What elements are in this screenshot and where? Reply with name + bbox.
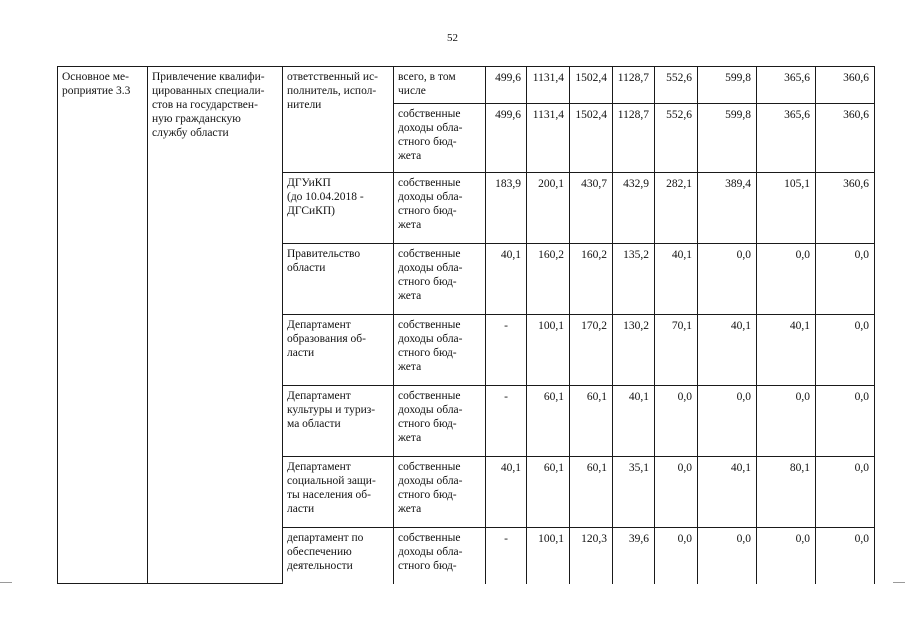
value-cell-text: 0,0 bbox=[854, 320, 869, 332]
value-cell bbox=[655, 386, 698, 457]
value-cell bbox=[527, 457, 570, 528]
executor-cell-text: Департамент образования об- ласти bbox=[287, 319, 366, 360]
value-cell bbox=[757, 104, 816, 173]
table-row bbox=[58, 67, 875, 104]
value-cell bbox=[527, 173, 570, 244]
value-cell bbox=[698, 386, 757, 457]
value-cell bbox=[655, 315, 698, 386]
value-cell bbox=[757, 386, 816, 457]
page-number: 52 bbox=[447, 32, 458, 44]
executor-cell-text: Департамент культуры и туриз- ма области bbox=[287, 390, 376, 431]
value-cell-text: 552,6 bbox=[666, 72, 692, 84]
value-cell-text: - bbox=[504, 320, 508, 332]
measure-title-cell-text: Привлечение квалифи- цированных специали- стов на государствен- ную гражданскую службу области bbox=[152, 71, 265, 140]
value-cell bbox=[816, 315, 875, 386]
value-cell bbox=[698, 528, 757, 584]
value-cell-text: 60,1 bbox=[543, 391, 564, 403]
executor-cell bbox=[283, 173, 394, 244]
value-cell-text: - bbox=[504, 391, 508, 403]
value-cell bbox=[570, 244, 613, 315]
executor-cell bbox=[283, 528, 394, 584]
value-cell-text: 170,2 bbox=[581, 320, 607, 332]
value-cell bbox=[816, 173, 875, 244]
value-cell-text: 1502,4 bbox=[575, 109, 607, 121]
value-cell-text: 389,4 bbox=[725, 178, 751, 190]
funding-source-cell bbox=[394, 173, 486, 244]
value-cell-text: 0,0 bbox=[795, 249, 810, 261]
value-cell bbox=[698, 104, 757, 173]
value-cell-text: 552,6 bbox=[666, 109, 692, 121]
value-cell bbox=[527, 528, 570, 584]
value-cell bbox=[655, 173, 698, 244]
value-cell bbox=[613, 104, 655, 173]
funding-source-cell-text: собственные доходы обла- стного бюд- bbox=[398, 532, 463, 573]
value-cell-text: 365,6 bbox=[784, 109, 810, 121]
value-cell bbox=[527, 67, 570, 104]
value-cell-text: 0,0 bbox=[854, 391, 869, 403]
value-cell bbox=[570, 528, 613, 584]
value-cell-text: 60,1 bbox=[586, 391, 607, 403]
funding-source-cell bbox=[394, 104, 486, 173]
value-cell bbox=[698, 173, 757, 244]
funding-source-cell-text: собственные доходы обла- стного бюд- жета bbox=[398, 248, 463, 303]
value-cell bbox=[570, 104, 613, 173]
executor-cell-text: Правительство области bbox=[287, 248, 361, 275]
funding-source-cell bbox=[394, 315, 486, 386]
value-cell bbox=[698, 244, 757, 315]
value-cell bbox=[527, 315, 570, 386]
value-cell bbox=[486, 244, 527, 315]
value-cell bbox=[527, 386, 570, 457]
value-cell-text: 499,6 bbox=[495, 72, 521, 84]
funding-source-cell bbox=[394, 457, 486, 528]
value-cell-text: 40,1 bbox=[789, 320, 810, 332]
value-cell bbox=[613, 386, 655, 457]
measure-title-cell bbox=[148, 67, 283, 584]
funding-source-cell-text: собственные доходы обла- стного бюд- жета bbox=[398, 319, 463, 374]
value-cell bbox=[613, 244, 655, 315]
value-cell-text: 0,0 bbox=[677, 391, 692, 403]
executor-cell bbox=[283, 244, 394, 315]
value-cell-text: 0,0 bbox=[795, 391, 810, 403]
value-cell bbox=[816, 528, 875, 584]
value-cell-text: 135,2 bbox=[623, 249, 649, 261]
value-cell bbox=[486, 67, 527, 104]
value-cell bbox=[613, 315, 655, 386]
value-cell-text: 183,9 bbox=[495, 178, 521, 190]
value-cell-text: 60,1 bbox=[543, 462, 564, 474]
value-cell-text: 1502,4 bbox=[575, 72, 607, 84]
value-cell bbox=[655, 528, 698, 584]
executor-cell-text: ответственный ис- полнитель, испол- нители bbox=[287, 71, 379, 112]
left-edge-mark bbox=[0, 582, 12, 583]
value-cell bbox=[570, 386, 613, 457]
value-cell-text: 0,0 bbox=[736, 533, 751, 545]
value-cell bbox=[613, 67, 655, 104]
value-cell bbox=[698, 315, 757, 386]
value-cell-text: 0,0 bbox=[854, 462, 869, 474]
value-cell bbox=[570, 173, 613, 244]
value-cell bbox=[757, 315, 816, 386]
funding-source-cell-text: собственные доходы обла- стного бюд- жета bbox=[398, 461, 463, 516]
value-cell bbox=[570, 457, 613, 528]
value-cell bbox=[757, 528, 816, 584]
value-cell-text: 360,6 bbox=[843, 178, 869, 190]
funding-source-cell-text: собственные доходы обла- стного бюд- жета bbox=[398, 108, 463, 163]
value-cell-text: 80,1 bbox=[789, 462, 810, 474]
value-cell-text: 0,0 bbox=[677, 533, 692, 545]
value-cell-text: 200,1 bbox=[538, 178, 564, 190]
value-cell-text: 100,1 bbox=[538, 533, 564, 545]
value-cell bbox=[655, 67, 698, 104]
value-cell-text: 499,6 bbox=[495, 109, 521, 121]
value-cell-text: 0,0 bbox=[854, 249, 869, 261]
value-cell-text: 432,9 bbox=[623, 178, 649, 190]
funding-source-cell-text: собственные доходы обла- стного бюд- жета bbox=[398, 177, 463, 232]
value-cell bbox=[527, 104, 570, 173]
value-cell-text: 40,1 bbox=[500, 462, 521, 474]
value-cell bbox=[757, 457, 816, 528]
value-cell-text: 160,2 bbox=[538, 249, 564, 261]
executor-cell-text: департамент по обеспечению деятельности bbox=[287, 532, 364, 573]
value-cell-text: 100,1 bbox=[538, 320, 564, 332]
value-cell-text: 1128,7 bbox=[617, 72, 649, 84]
value-cell bbox=[816, 67, 875, 104]
value-cell bbox=[486, 386, 527, 457]
value-cell-text: - bbox=[504, 533, 508, 545]
value-cell bbox=[757, 67, 816, 104]
funding-source-cell bbox=[394, 244, 486, 315]
value-cell-text: 0,0 bbox=[736, 249, 751, 261]
value-cell bbox=[655, 104, 698, 173]
budget-table bbox=[57, 66, 875, 584]
value-cell-text: 360,6 bbox=[843, 72, 869, 84]
value-cell-text: 0,0 bbox=[736, 391, 751, 403]
value-cell-text: 365,6 bbox=[784, 72, 810, 84]
value-cell-text: 0,0 bbox=[795, 533, 810, 545]
executor-cell bbox=[283, 457, 394, 528]
measure-code-cell-text: Основное ме- роприятие 3.3 bbox=[62, 71, 131, 98]
value-cell-text: 39,6 bbox=[628, 533, 649, 545]
value-cell-text: 40,1 bbox=[671, 249, 692, 261]
value-cell bbox=[655, 457, 698, 528]
value-cell bbox=[613, 528, 655, 584]
value-cell bbox=[698, 67, 757, 104]
value-cell-text: 40,1 bbox=[628, 391, 649, 403]
value-cell bbox=[570, 67, 613, 104]
value-cell bbox=[816, 244, 875, 315]
value-cell-text: 430,7 bbox=[581, 178, 607, 190]
value-cell bbox=[486, 528, 527, 584]
value-cell bbox=[486, 173, 527, 244]
value-cell bbox=[816, 104, 875, 173]
value-cell-text: 1131,4 bbox=[532, 109, 564, 121]
right-edge-mark bbox=[893, 582, 905, 583]
funding-source-cell bbox=[394, 528, 486, 584]
value-cell bbox=[527, 244, 570, 315]
value-cell-text: 360,6 bbox=[843, 109, 869, 121]
value-cell bbox=[816, 457, 875, 528]
value-cell-text: 40,1 bbox=[500, 249, 521, 261]
value-cell bbox=[486, 457, 527, 528]
value-cell-text: 60,1 bbox=[586, 462, 607, 474]
value-cell bbox=[486, 315, 527, 386]
value-cell bbox=[698, 457, 757, 528]
value-cell bbox=[655, 244, 698, 315]
value-cell-text: 130,2 bbox=[623, 320, 649, 332]
value-cell-text: 40,1 bbox=[730, 320, 751, 332]
value-cell bbox=[816, 386, 875, 457]
value-cell bbox=[757, 173, 816, 244]
value-cell-text: 160,2 bbox=[581, 249, 607, 261]
executor-cell bbox=[283, 67, 394, 173]
value-cell bbox=[486, 104, 527, 173]
table-body bbox=[58, 67, 875, 584]
value-cell bbox=[570, 315, 613, 386]
value-cell-text: 0,0 bbox=[854, 533, 869, 545]
value-cell-text: 282,1 bbox=[666, 178, 692, 190]
value-cell bbox=[613, 457, 655, 528]
value-cell-text: 1131,4 bbox=[532, 72, 564, 84]
executor-cell-text: ДГУиКП (до 10.04.2018 - ДГСиКП) bbox=[287, 177, 364, 218]
value-cell bbox=[757, 244, 816, 315]
executor-cell bbox=[283, 386, 394, 457]
executor-cell-text: Департамент социальной защи- ты населения об- ласти bbox=[287, 461, 376, 516]
funding-source-cell-text: собственные доходы обла- стного бюд- жета bbox=[398, 390, 463, 445]
funding-source-cell bbox=[394, 67, 486, 104]
value-cell bbox=[613, 173, 655, 244]
executor-cell bbox=[283, 315, 394, 386]
funding-source-cell bbox=[394, 386, 486, 457]
measure-code-cell bbox=[58, 67, 148, 584]
value-cell-text: 599,8 bbox=[725, 72, 751, 84]
value-cell-text: 120,3 bbox=[581, 533, 607, 545]
funding-source-cell-text: всего, в том числе bbox=[398, 71, 456, 98]
value-cell-text: 105,1 bbox=[784, 178, 810, 190]
value-cell-text: 599,8 bbox=[725, 109, 751, 121]
value-cell-text: 1128,7 bbox=[617, 109, 649, 121]
value-cell-text: 40,1 bbox=[730, 462, 751, 474]
value-cell-text: 35,1 bbox=[628, 462, 649, 474]
value-cell-text: 0,0 bbox=[677, 462, 692, 474]
value-cell-text: 70,1 bbox=[671, 320, 692, 332]
